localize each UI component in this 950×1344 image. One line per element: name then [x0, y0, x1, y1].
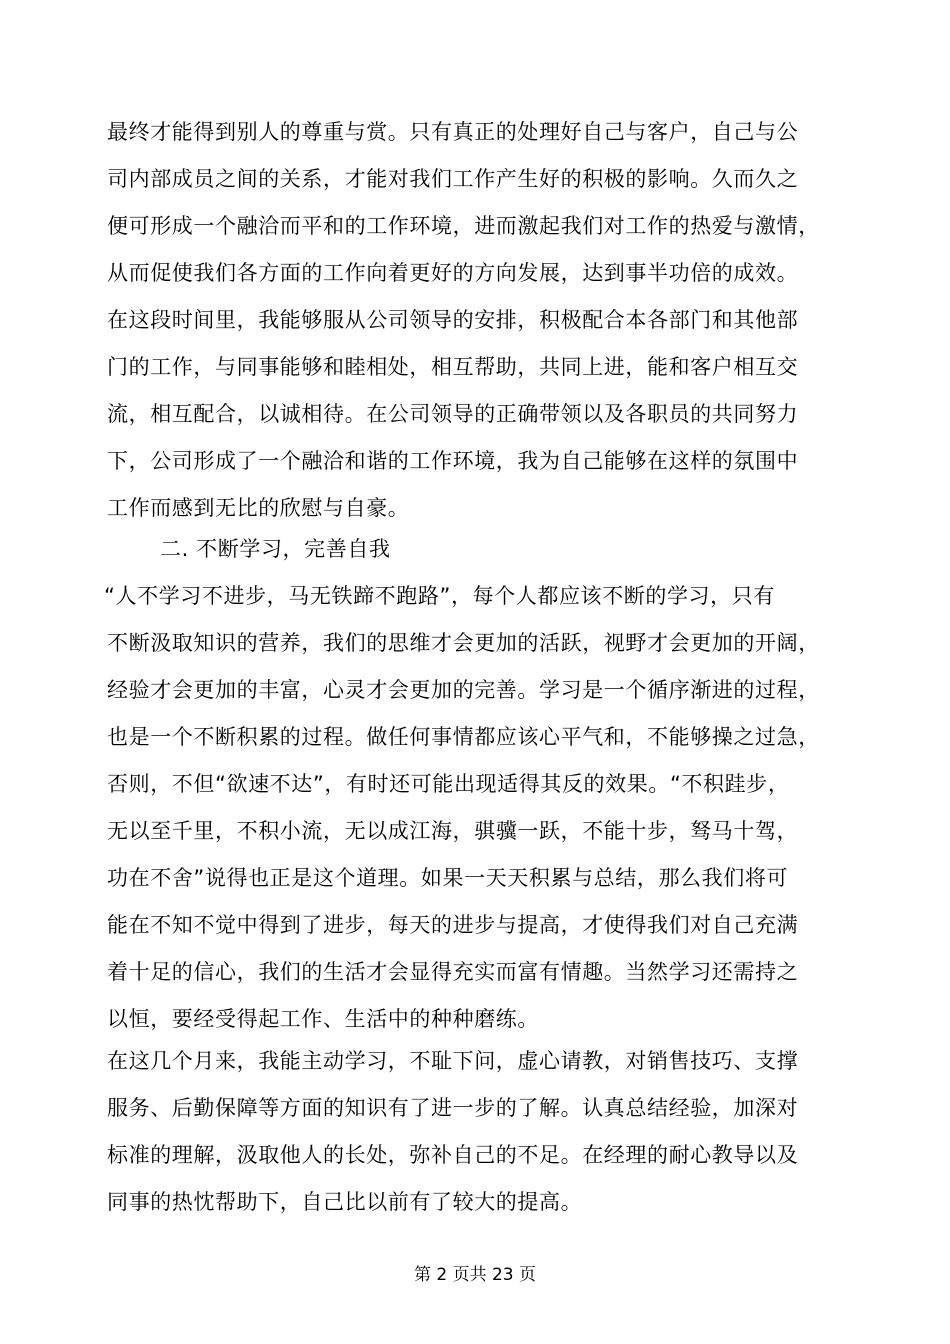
- body-text-line: 从而促使我们各方面的工作向着更好的方向发展，达到事半功倍的成效。: [107, 261, 799, 285]
- body-text-line: 在这段时间里，我能够服从公司领导的安排，积极配合本各部门和其他部: [107, 308, 799, 332]
- body-text-line: 司内部成员之间的关系，才能对我们工作产生好的积极的影响。久而久之: [107, 167, 799, 191]
- body-text-line: 经验才会更加的丰富，心灵才会更加的完善。学习是一个循序渐进的过程，: [107, 678, 820, 702]
- body-text-line: 下，公司形成了一个融洽和谐的工作环境，我为自己能够在这样的氛围中: [107, 449, 799, 473]
- body-text-line: 最终才能得到别人的尊重与赏。只有真正的处理好自己与客户，自己与公: [107, 120, 799, 144]
- body-text-line: 流，相互配合，以诚相待。在公司领导的正确带领以及各职员的共同努力: [107, 402, 799, 426]
- body-text-line: 不断汲取知识的营养，我们的思维才会更加的活跃，视野才会更加的开阔，: [107, 631, 820, 655]
- body-text-line: 同事的热忱帮助下，自己比以前有了较大的提高。: [107, 1190, 583, 1214]
- body-text-line: 功在不舍”说得也正是这个道理。如果一天天积累与总结，那么我们将可: [107, 866, 789, 890]
- body-text-line: 着十足的信心，我们的生活才会显得充实而富有情趣。当然学习还需持之: [107, 960, 799, 984]
- body-text-line: 便可形成一个融洽而平和的工作环境，进而激起我们对工作的热爱与激情，: [107, 214, 820, 238]
- body-text-line: 无以至千里，不积小流，无以成江海，骐骥一跃，不能十步，驽马十驾，: [107, 819, 799, 843]
- body-text-line: 在这几个月来，我能主动学习，不耻下问，虚心请教，对销售技巧、支撑: [107, 1049, 799, 1073]
- body-text-line: 也是一个不断积累的过程。做任何事情都应该心平气和，不能够操之过急，: [107, 725, 820, 749]
- body-text-line: 门的工作，与同事能够和睦相处，相互帮助，共同上进，能和客户相互交: [107, 355, 799, 379]
- body-text-line: 标准的理解，汲取他人的长处，弥补自己的不足。在经理的耐心教导以及: [107, 1143, 799, 1167]
- section-heading: 二. 不断学习，完善自我: [160, 537, 391, 561]
- body-text-line: 否则，不但“欲速不达”，有时还可能出现适得其反的效果。“不积跬步，: [107, 772, 790, 796]
- body-text-line: “人不学习不进步，马无铁蹄不跑路”，每个人都应该不断的学习，只有: [104, 584, 775, 608]
- page-number-footer: 第 2 页共 23 页: [413, 1265, 537, 1285]
- body-text-line: 工作而感到无比的欣慰与自豪。: [107, 496, 410, 520]
- body-text-line: 以恒，要经受得起工作、生活中的种种磨练。: [107, 1007, 539, 1031]
- body-text-line: 能在不知不觉中得到了进步，每天的进步与提高，才使得我们对自己充满: [107, 913, 799, 937]
- body-text-line: 服务、后勤保障等方面的知识有了进一步的了解。认真总结经验，加深对: [107, 1096, 799, 1120]
